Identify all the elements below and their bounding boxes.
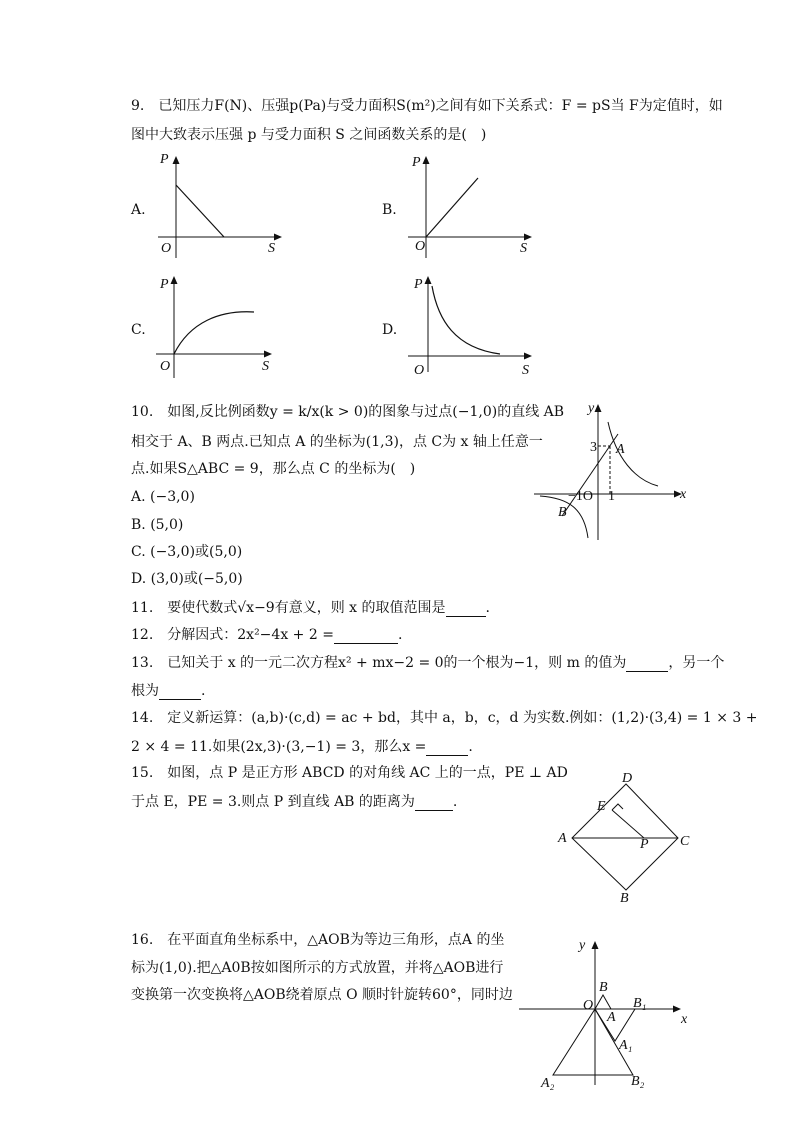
q10-option-c: C. (−3,0)或(5,0) xyxy=(131,544,243,560)
q12-answer-blank[interactable] xyxy=(334,625,398,644)
q16-y-label: y xyxy=(579,938,586,953)
q13-line-2 xyxy=(131,681,205,700)
q16-line-1: 16. 在平面直角坐标系中，△AOB为等边三角形，点A 的坐 xyxy=(131,932,505,948)
q14-line-2 xyxy=(131,737,473,756)
q16-o-label: O xyxy=(583,998,594,1013)
graph-a-s-label: S xyxy=(268,241,275,256)
q10-x-label: x xyxy=(680,487,687,502)
q10-option-d: D. (3,0)或(−5,0) xyxy=(131,571,243,587)
q14-answer-blank[interactable] xyxy=(426,737,468,756)
q9-option-b: B. xyxy=(382,202,397,218)
graph-b-s-label: S xyxy=(520,241,527,256)
q10-line-1: 10. 如图,反比例函数y = k/x(k > 0)的图象与过点(−1,0)的直线 AB xyxy=(131,404,565,420)
q13-text-1: 13. 已知关于 x 的一元二次方程x² + mx−2 = 0的一个根为−1，则 m 的值为 xyxy=(131,655,627,671)
q15-b-label: B xyxy=(620,891,629,906)
q16-b-label: B xyxy=(599,980,608,995)
q9-line-1: 9. 已知压力F(N)、压强p(Pa)与受力面积S(m²)之间有如下关系式：F = pS当 F为定值时，如 xyxy=(131,98,723,114)
graph-c-s-label: S xyxy=(262,359,269,374)
q10-option-b: B. (5,0) xyxy=(131,517,184,533)
q15-text-2: 于点 E，PE = 3.则点 P 到直线 AB 的距离为 xyxy=(131,794,415,810)
q9-option-d: D. xyxy=(382,322,398,338)
q13-text-1b: ，另一个 xyxy=(668,655,725,671)
q15-line-1: 15. 如图，点 P 是正方形 ABCD 的对角线 AC 上的一点，PE ⊥ AD xyxy=(131,765,568,781)
q12-text: 12. 分解因式：2x²−4x + 2 = xyxy=(131,627,334,643)
q15-c-label: C xyxy=(680,834,690,849)
q10-y-label: y xyxy=(588,401,595,416)
graph-d-s-label: S xyxy=(522,363,529,378)
q15-figure xyxy=(552,768,702,908)
graph-a-p-label: P xyxy=(160,152,169,167)
q15-p-label: P xyxy=(640,837,649,852)
q14-line-1: 14. 定义新运算：(a,b)·(c,d) = ac + bd，其中 a，b，c，d 为实数.例如：(1,2)·(3,4) = 1 × 3 + xyxy=(131,710,758,726)
graph-d-p-label: P xyxy=(414,277,423,292)
q12-end: . xyxy=(397,627,403,643)
q13-end: . xyxy=(201,683,206,699)
q16-a-label: A xyxy=(607,1010,616,1025)
q15-a-label: A xyxy=(558,831,567,846)
q16-a1-label: A₁ xyxy=(619,1038,633,1053)
q10-line-2: 相交于 A、B 两点.已知点 A 的坐标为(1,3)，点 C为 x 轴上任意一 xyxy=(131,434,543,450)
q16-x-label: x xyxy=(681,1012,688,1027)
q10-three-label: 3 xyxy=(590,440,597,455)
q16-b2-label: B₂ xyxy=(631,1074,645,1089)
q11-line xyxy=(131,598,490,617)
q14-text-2: 2 × 4 = 11.如果(2x,3)·(3,−1) = 3，那么x = xyxy=(131,739,427,755)
q9-line-2: 图中大致表示压强 p 与受力面积 S 之间函数关系的是( ) xyxy=(131,127,487,143)
q15-d-label: D xyxy=(622,771,633,786)
q11-end: . xyxy=(485,600,490,616)
q15-line-2 xyxy=(131,792,457,811)
graph-a xyxy=(150,150,290,270)
q10-a-label: A xyxy=(616,442,625,457)
q16-figure xyxy=(515,935,695,1095)
graph-c-origin: O xyxy=(160,359,171,374)
q11-answer-blank[interactable] xyxy=(446,598,486,617)
q14-end: . xyxy=(468,739,473,755)
q13-line-1 xyxy=(131,653,724,672)
graph-b-p-label: P xyxy=(412,155,421,170)
graph-b xyxy=(400,150,550,270)
q10-figure xyxy=(530,398,700,548)
q15-answer-blank[interactable] xyxy=(415,792,453,811)
q16-b1-label: B₁ xyxy=(633,996,647,1011)
graph-d-origin: O xyxy=(414,363,425,378)
q16-line-2: 标为(1,0).把△A0B按如图所示的方式放置，并将△AOB进行 xyxy=(131,960,504,976)
graph-c-p-label: P xyxy=(160,277,169,292)
q15-e-label: E xyxy=(597,799,606,814)
q13-answer-blank-1[interactable] xyxy=(626,653,668,672)
graph-d xyxy=(400,270,550,390)
graph-b-origin: O xyxy=(415,239,426,254)
graph-a-origin: O xyxy=(161,241,172,256)
q13-answer-blank-2[interactable] xyxy=(159,681,201,700)
q10-minus1o-label: −1O xyxy=(568,489,594,504)
q11-text: 11. 要使代数式√x−9有意义，则 x 的取值范围是 xyxy=(131,600,446,616)
q9-option-a: A. xyxy=(131,202,146,218)
q13-text-2: 根为 xyxy=(131,683,159,699)
q10-option-a: A. (−3,0) xyxy=(131,489,195,505)
q10-b-label: B xyxy=(558,505,567,520)
q10-line-3: 点.如果S△ABC = 9，那么点 C 的坐标为( ) xyxy=(131,461,416,477)
q16-a2-label: A₂ xyxy=(541,1076,555,1091)
q9-option-c: C. xyxy=(131,322,146,338)
graph-c xyxy=(150,270,290,390)
q12-line xyxy=(131,625,402,644)
q16-line-3: 变换第一次变换将△AOB绕着原点 O 顺时针旋转60°，同时边 xyxy=(131,987,513,1003)
q15-end: . xyxy=(452,794,458,810)
q10-one-label: 1 xyxy=(608,489,615,504)
